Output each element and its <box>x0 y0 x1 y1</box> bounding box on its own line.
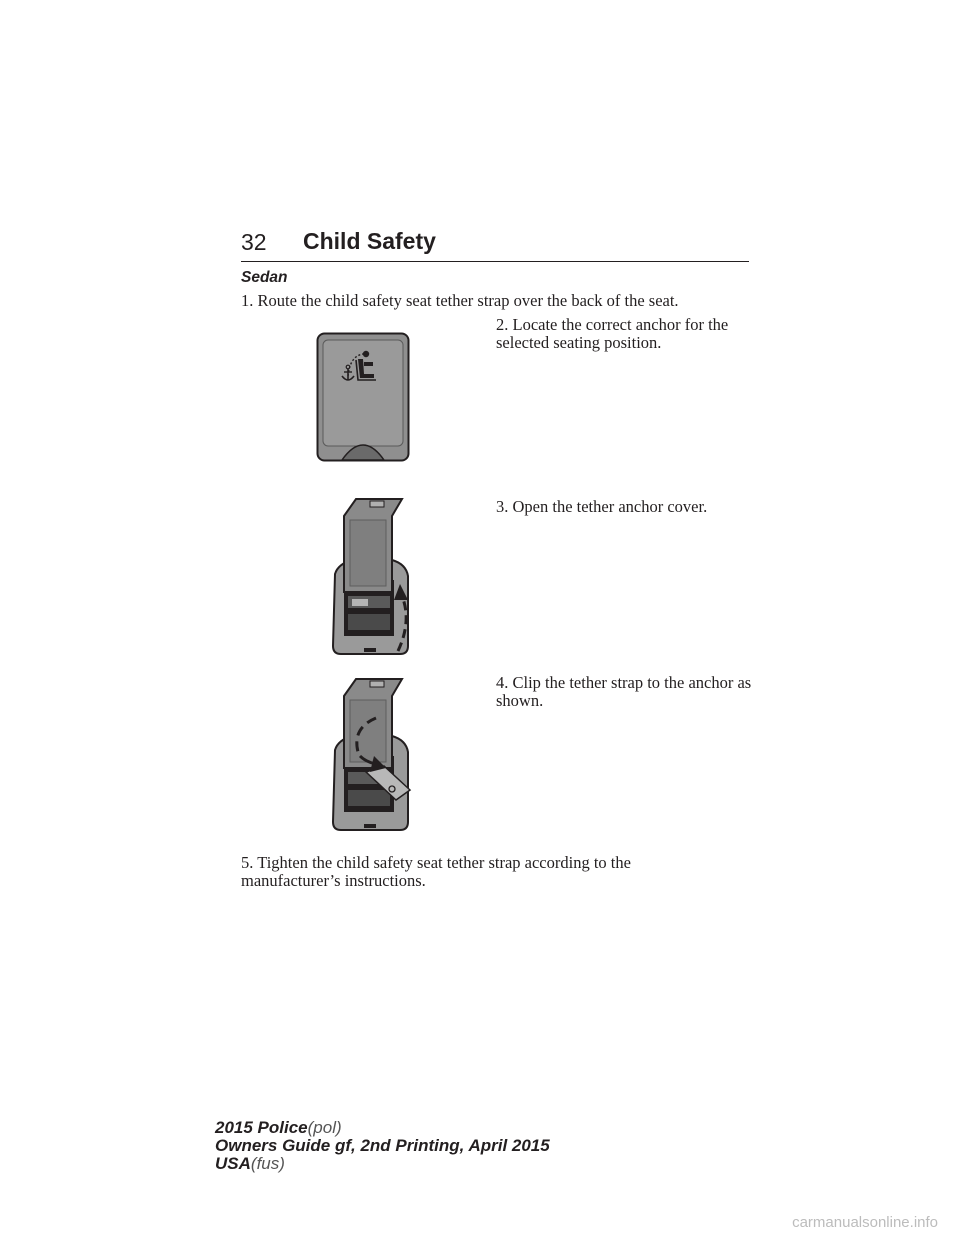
anchor-cover-illustration <box>316 332 410 462</box>
open-anchor-cover-illustration <box>330 496 416 658</box>
page-title: Child Safety <box>303 228 436 254</box>
footer-model: 2015 Police <box>215 1118 308 1137</box>
footer-market-code: (fus) <box>250 1154 285 1173</box>
footer-model-code: (pol) <box>307 1118 342 1137</box>
step-1-text: 1. Route the child safety seat tether strap over the back of the seat. <box>241 291 679 310</box>
page-number: 32 <box>241 229 267 255</box>
footer-market: USA <box>215 1154 251 1173</box>
footer-edition: Owners Guide gf, 2nd Printing, April 2015 <box>215 1136 550 1155</box>
step-2-text: 2. Locate the correct anchor for the selected seating position. <box>496 315 729 352</box>
clip-tether-strap-illustration <box>330 676 420 832</box>
document-footer <box>215 1119 550 1173</box>
step-3-text: 3. Open the tether anchor cover. <box>496 497 708 516</box>
step-4-text: 4. Clip the tether strap to the anchor as shown. <box>496 673 752 710</box>
watermark: carmanualsonline.info <box>792 1214 938 1231</box>
page-header <box>241 227 749 262</box>
step-5-text: 5. Tighten the child safety seat tether strap according to the manufacturer’s instructions. <box>241 853 631 890</box>
section-heading: Sedan <box>241 269 288 286</box>
